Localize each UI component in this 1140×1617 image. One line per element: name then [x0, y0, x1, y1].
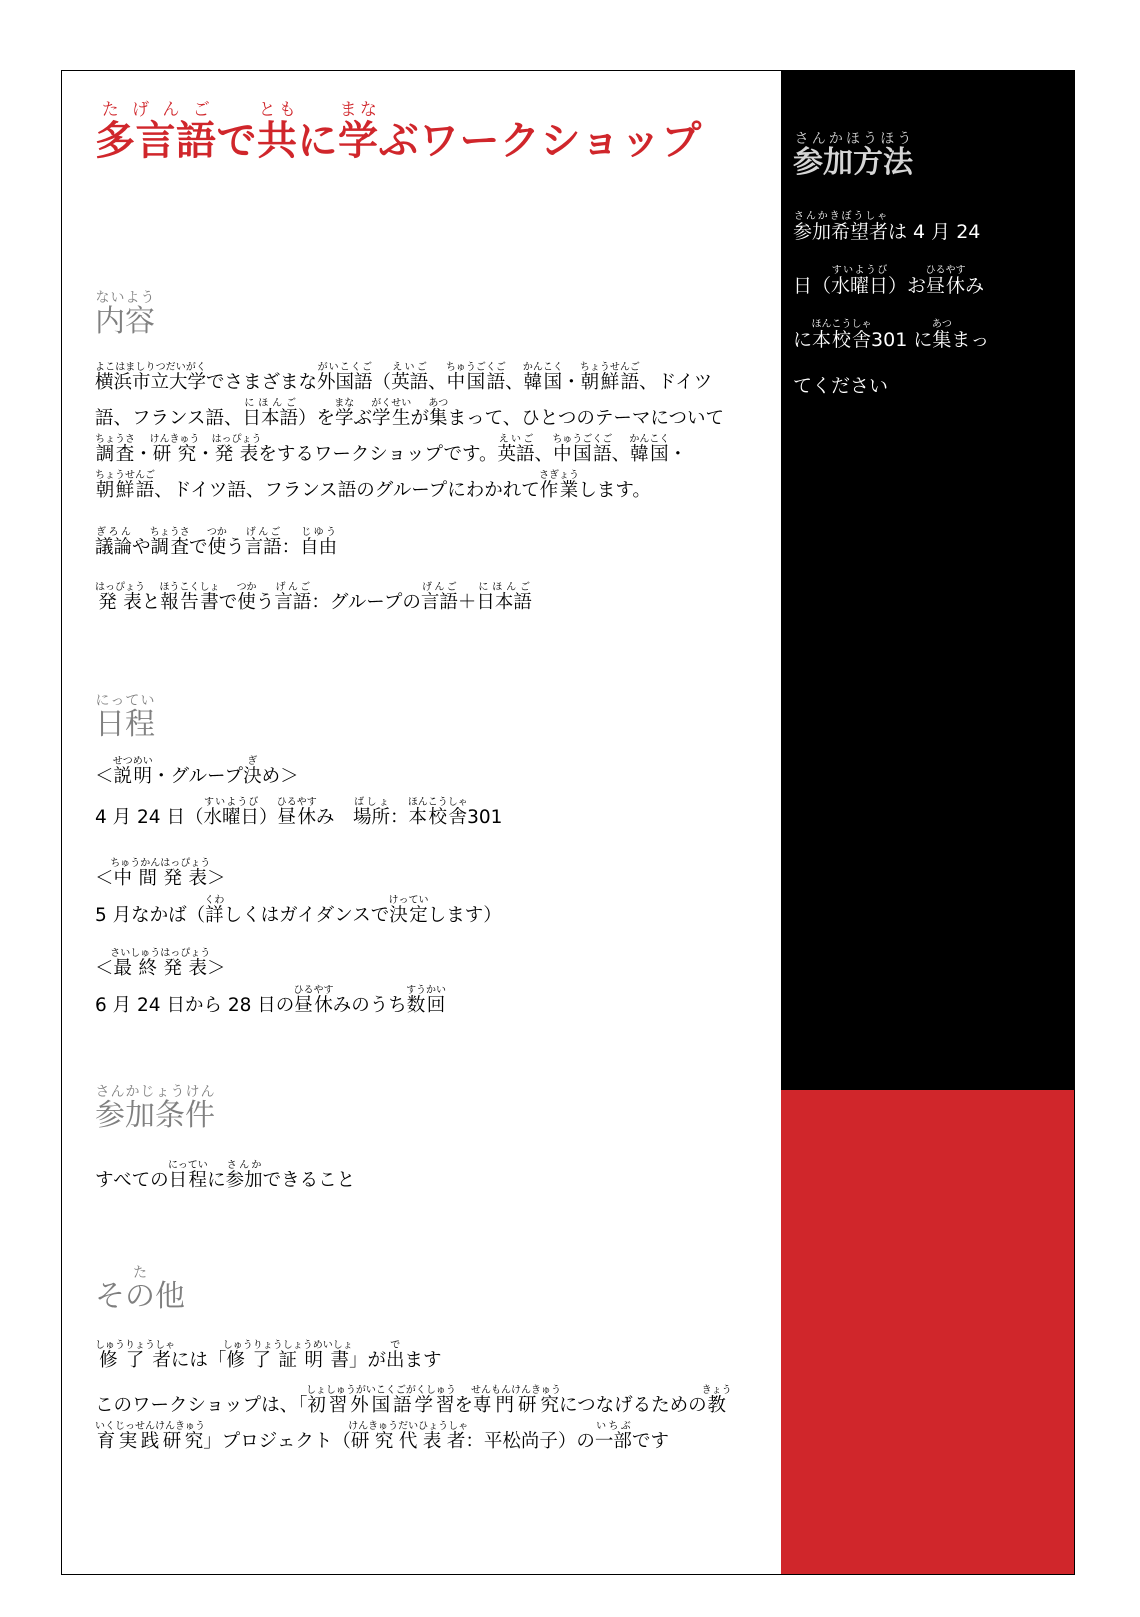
- sidebar-red-accent: [781, 1090, 1074, 1574]
- project-note: このワークショップは、「初習外国語学習しょしゅうがいこくごがくしゅうを専門研究せんもんけんきゅうにつなげるための教育実践研究きょういくじっせんけんきゅう」プロジェクト（研究代表者けんきゅうだいひょうしゃ：平松尚子）の一部いちぶです: [95, 1385, 732, 1452]
- schedule-2-detail: 5 月なかば（詳くわしくはガイダンスで決定けっていします）: [95, 895, 502, 926]
- content-paragraph: 横浜市立大学よこはましりつだいがくでさまざまな外国語がいこくご（英語えいご、中国語ちゅうごくご、韓国かんこく・朝鮮語ちょうせんご、ドイツ語、フランス語、日本語にほんご）を学まなぶ学生がくせいが集あつまって、ひとつのテーマについて調査ちょうさ・研究けんきゅう・発表はっぴょうをするワークショップです。英語えいご、中国語ちゅうごくご、韓国かんこく・朝鮮語ちょうせんご、ドイツ語、フランス語のグループにわかれて作業さぎょうします。: [95, 362, 724, 501]
- presentation-language-line: 発表はっぴょうと報告書ほうこくしょで使つかう言語げんご：グループの言語げんご＋日本語にほんご: [95, 582, 532, 613]
- sidebar-line-1: 参加希望者さんかきぼうしゃは 4 月 24: [793, 211, 981, 243]
- other-heading: その他た: [95, 1265, 185, 1314]
- sidebar-line-4: てください: [793, 375, 889, 397]
- schedule-1-label: ＜説明せつめい・グループ決ぎめ＞: [95, 756, 299, 787]
- content-heading: 内容ないよう: [95, 290, 155, 339]
- schedule-1-detail: 4 月 24 日（水曜日すいようび）昼休ひるやすみ 場所ばしょ：本校舎ほんこうしゃ301: [95, 797, 503, 828]
- schedule-2-label: ＜中間発表ちゅうかんはっぴょう＞: [95, 858, 226, 889]
- conditions-text: すべての日程にっていに参加さんかできること: [95, 1160, 356, 1191]
- conditions-heading: 参加条件さんかじょうけん: [95, 1084, 215, 1133]
- sidebar-how-to-join: [781, 71, 1074, 1090]
- discussion-language-line: 議論ぎろんや調査ちょうさで使つかう言語げんご：自由じゆう: [95, 527, 338, 558]
- sidebar-heading: 参加方法さんかほうほう: [793, 131, 913, 180]
- schedule-heading: 日程にってい: [95, 693, 155, 742]
- page-title: 多言語たげんごで共ともに学まなぶワークショップ: [95, 100, 702, 164]
- sidebar-line-2: 日（水曜日すいようび）お昼休ひるやすみ: [793, 265, 985, 297]
- certificate-text: 修了者しゅうりょうしゃには「修了証明書しゅうりょうしょうめいしょ」が出でます: [95, 1340, 442, 1371]
- schedule-3-detail: 6 月 24 日から 28 日の昼休ひるやすみのうち数回すうかい: [95, 985, 447, 1016]
- schedule-3-label: ＜最終発表さいしゅうはっぴょう＞: [95, 948, 226, 979]
- sidebar-line-3: に本校舎ほんこうしゃ301 に集あつまっ: [793, 319, 990, 351]
